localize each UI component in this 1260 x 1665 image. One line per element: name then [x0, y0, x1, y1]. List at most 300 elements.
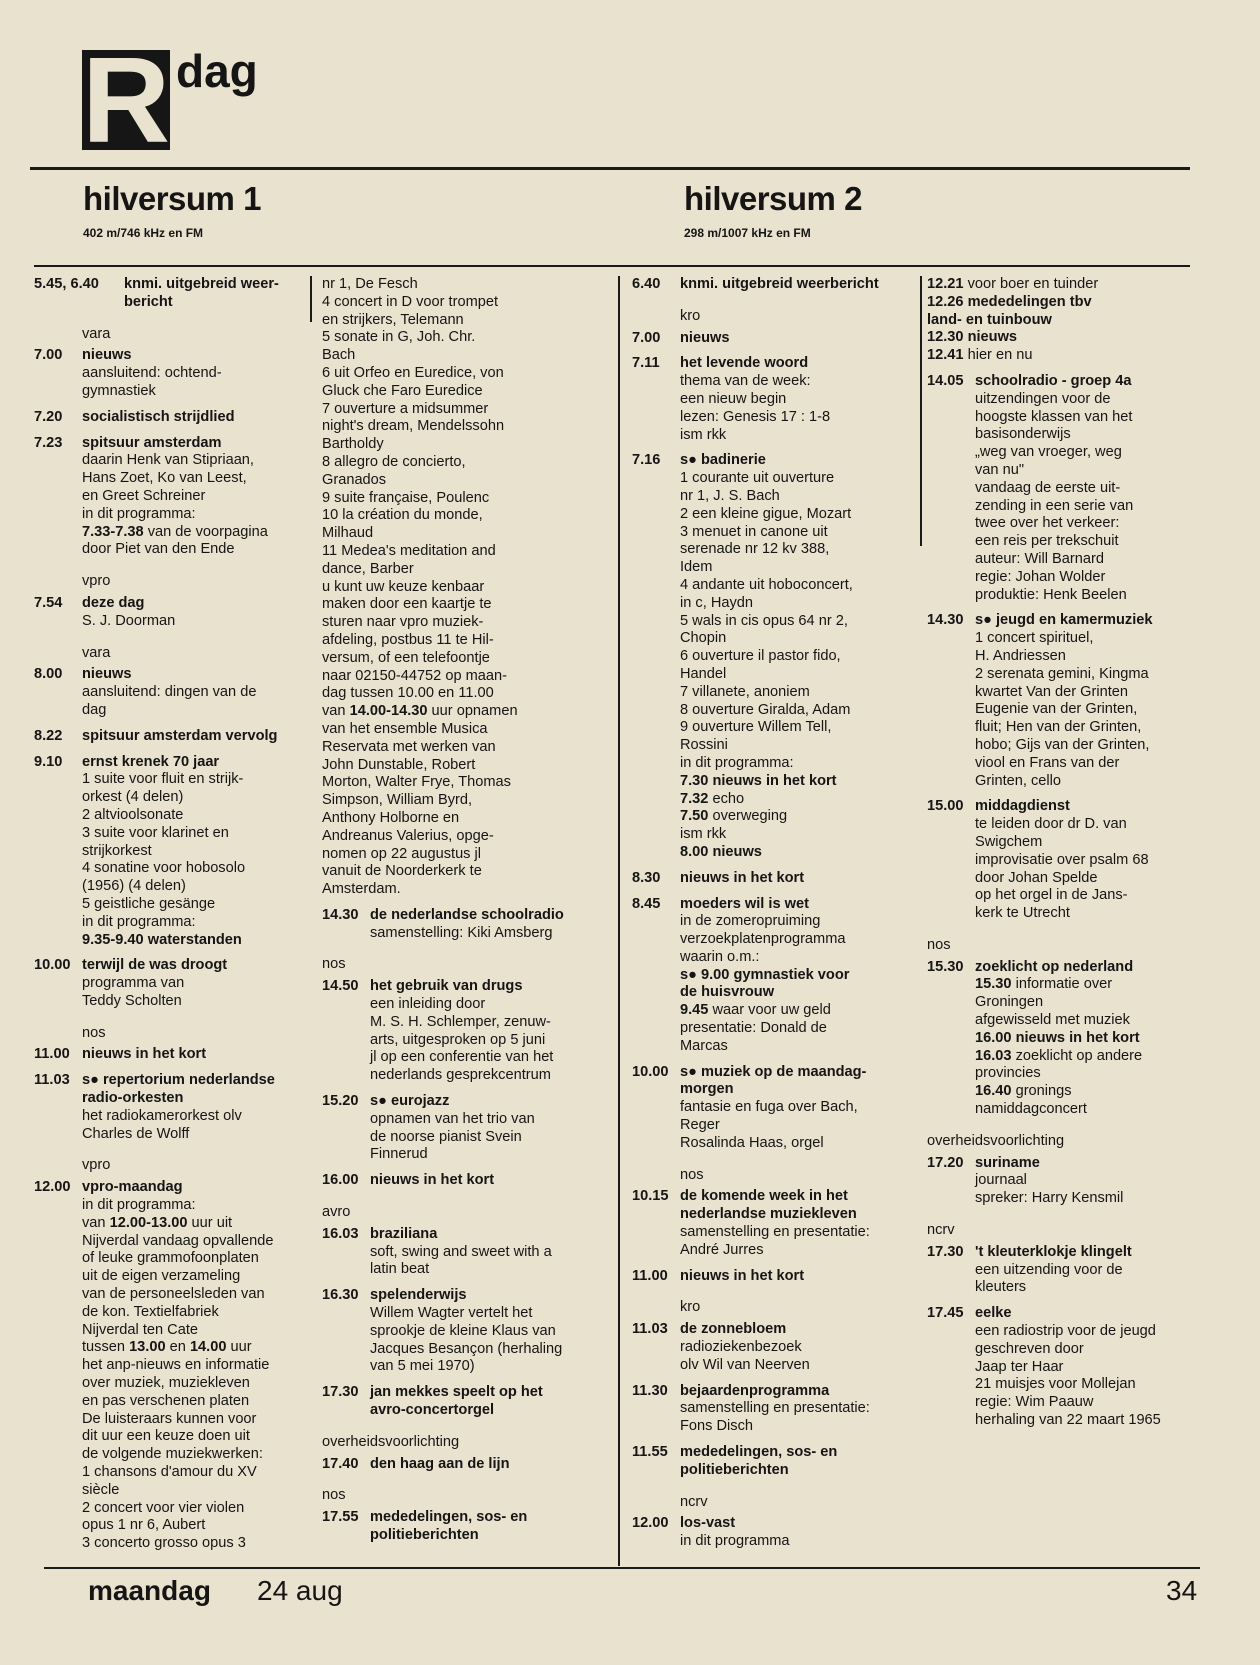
programme-line: spreker: Harry Kensmil [975, 1190, 1124, 1207]
programme-time: 11.30 [632, 1382, 668, 1399]
programme-line: van de personeelsleden van [82, 1286, 265, 1303]
programme-time: 15.30 [927, 958, 964, 975]
programme-entry [34, 957, 309, 1010]
programme-line: de volgende muziekwerken: [82, 1446, 263, 1463]
programme-body [82, 347, 309, 400]
programme-body [680, 1321, 918, 1374]
programme-body [82, 1179, 309, 1553]
programme-body [680, 1444, 918, 1480]
programme-line: 11 Medea's meditation and [322, 542, 496, 559]
programme-line: Groningen [975, 994, 1044, 1011]
programme-body [124, 276, 309, 312]
programme-line: 8 allegro de concierto, [322, 453, 466, 470]
programme-line: het radiokamerorkest olv [82, 1107, 242, 1124]
programme-line: presentatie: Donald de [680, 1020, 827, 1037]
programme-line: uitzendingen voor de [975, 390, 1111, 407]
programme-line: Granados [322, 471, 387, 488]
programme-line: dag tussen 10.00 en 11.00 [322, 685, 494, 702]
text: echo [708, 790, 745, 807]
programme-title: los-vast [680, 1515, 736, 1532]
programme-body [82, 666, 309, 719]
bold-text: 12.30 nieuws [927, 329, 1018, 346]
programme-title: suriname [975, 1154, 1040, 1171]
programme-body [680, 870, 918, 888]
programme-line [975, 1048, 1213, 1066]
programme-line: Milhaud [322, 525, 374, 542]
programme-line: samenstelling en presentatie: [680, 1224, 870, 1241]
programme-line: „weg van vroeger, weg [975, 444, 1122, 461]
programme-time: 14.30 [927, 612, 964, 629]
programme-line: thema van de week: [680, 373, 811, 390]
bold-text: 13.00 [129, 1339, 166, 1356]
programme-title: nieuws [680, 329, 730, 346]
programme-line: in dit programma: [82, 913, 196, 930]
programme-entry [927, 798, 1213, 923]
programme-time: 12.00 [34, 1179, 71, 1196]
programme-title: terwijl de was droogt [82, 957, 228, 974]
programme-line: Chopin [680, 630, 727, 647]
programme-title: eelke [975, 1305, 1012, 1322]
bold-text: land- en tuinbouw [927, 311, 1052, 328]
programme-line: een inleiding door [370, 996, 486, 1013]
programme-title: knmi. uitgebreid weerbericht [680, 276, 879, 292]
programme-body [680, 1188, 918, 1259]
programme-title: ernst krenek 70 jaar [82, 753, 220, 770]
programme-line: in dit programma: [680, 754, 794, 771]
programme-title: schoolradio - groep 4a [975, 372, 1132, 389]
programme-entry [34, 347, 309, 400]
programme-line: 1 concert spirituel, [975, 630, 1094, 647]
bold-text: 12.41 [927, 347, 964, 364]
programme-line: provincies [975, 1065, 1041, 1082]
programme-line: hoogste klassen van het [975, 408, 1133, 425]
programme-line: of leuke grammofoonplaten [82, 1250, 259, 1267]
programme-line: basisonderwijs [975, 426, 1071, 443]
programme-body [680, 1268, 918, 1286]
programme-line: verzoekplatenprogramma [680, 931, 846, 948]
programme-line: op het orgel in de Jans- [975, 887, 1128, 904]
programme-title: nieuws in het kort [680, 869, 805, 886]
programme-body [975, 1305, 1213, 1430]
programme-title: jan mekkes speelt op het [370, 1384, 543, 1401]
programme-entry [632, 355, 918, 444]
programme-line: Bach [322, 347, 356, 364]
programme-line: Rosalinda Haas, orgel [680, 1134, 824, 1151]
station-hilversum-2 [684, 182, 862, 240]
programme-line: door Johan Spelde [975, 869, 1098, 886]
programme-body [680, 1515, 918, 1551]
bold-text: 7.33-7.38 [82, 523, 144, 540]
programme-time: 10.00 [34, 957, 71, 974]
programme-line [927, 329, 1213, 347]
programme-entry [34, 595, 309, 631]
programme-line: regie: Johan Wolder [975, 568, 1106, 585]
bold-text: 7.50 [680, 808, 709, 825]
programme-line [927, 312, 1213, 330]
text: zoeklicht op andere [1011, 1047, 1143, 1064]
programme-line: 4 concert in D voor trompet [322, 293, 499, 310]
programme-entry [632, 1383, 918, 1436]
programme-line: door Piet van den Ende [82, 541, 235, 558]
broadcaster-label: kro [680, 307, 701, 324]
programme-line: Nijverdal vandaag opvallende [82, 1232, 274, 1249]
broadcaster-label: overheidsvoorlichting [927, 1132, 1065, 1149]
programme-line: Jaap ter Haar [975, 1358, 1064, 1375]
programme-body [680, 1383, 918, 1436]
programme-entry [927, 373, 1213, 604]
programme-line: het anp-nieuws en informatie [82, 1357, 270, 1374]
bold-text: 9.35-9.40 waterstanden [82, 931, 242, 948]
broadcaster-label: overheidsvoorlichting [322, 1433, 460, 1450]
programme-title: spelenderwijs [370, 1287, 467, 1304]
programme-body [82, 1046, 309, 1064]
text: van de voorpagina [143, 523, 268, 540]
programme-time: 7.23 [34, 434, 63, 451]
programme-line: daarin Henk van Stipriaan, [82, 452, 254, 469]
programme-title: s● muziek op de maandag- [680, 1063, 867, 1080]
station-frequency: 402 m/746 kHz en FM [83, 226, 204, 240]
programme-title: 't kleuterklokje klingelt [975, 1243, 1132, 1260]
programme-body [680, 896, 918, 1056]
programme-entry [927, 612, 1213, 790]
programme-line: fantasie en fuga over Bach, [680, 1099, 858, 1116]
programme-body [975, 959, 1213, 1119]
programme-entry [632, 330, 918, 348]
programme-entry [632, 1321, 918, 1374]
programme-line: van het ensemble Musica [322, 720, 488, 737]
programme-entry [34, 1072, 309, 1143]
bold-text: 16.40 [975, 1083, 1012, 1100]
programme-title: nieuws [82, 666, 132, 683]
programme-line: night's dream, Mendelssohn [322, 418, 505, 435]
programme-line: over muziek, muziekleven [82, 1375, 250, 1392]
programme-time: 17.45 [927, 1305, 964, 1322]
programme-line: strijkorkest [82, 842, 152, 859]
programme-line: u kunt uw keuze kenbaar [322, 578, 485, 595]
programme-body [82, 409, 309, 427]
programme-line [927, 276, 1213, 294]
programme-line: 7 villanete, anoniem [680, 683, 810, 700]
programme-line: Swigchem [975, 833, 1043, 850]
text: uur [226, 1339, 252, 1356]
broadcaster-label: nos [927, 936, 951, 953]
programme-line: samenstelling: Kiki Amsberg [370, 924, 553, 941]
programme-line: afdeling, postbus 11 te Hil- [322, 631, 494, 648]
programme-title: de nederlandse schoolradio [370, 906, 564, 923]
programme-line: 3 concerto grosso opus 3 [82, 1535, 246, 1552]
programme-line: soft, swing and sweet with a [370, 1243, 552, 1260]
bold-text: 12.00-13.00 [109, 1214, 188, 1231]
programme-line: nomen op 22 augustus jl [322, 845, 482, 862]
programme-line: radioziekenbezoek [680, 1339, 802, 1356]
programme-entry [322, 1509, 614, 1545]
bold-text: 14.00-14.30 [349, 703, 428, 720]
programme-entry [322, 978, 614, 1085]
broadcaster-label: kro [680, 1299, 701, 1316]
programme-line: hobo; Gijs van der Grinten, [975, 736, 1150, 753]
programme-line: 2 concert voor vier violen [82, 1499, 245, 1516]
programme-title: moeders wil is wet [680, 895, 809, 912]
programme-time: 17.30 [927, 1243, 964, 1260]
top-rule [30, 167, 1190, 170]
programme-line: Fons Disch [680, 1418, 753, 1435]
programme-line: kwartet Van der Grinten [975, 683, 1129, 700]
broadcaster-label: nos [82, 1024, 106, 1041]
programme-line: 8 ouverture Giralda, Adam [680, 701, 851, 718]
bold-text: 12.21 [927, 276, 964, 292]
programme-entry [34, 666, 309, 719]
programme-line [680, 791, 918, 809]
programme-entry [632, 1268, 918, 1286]
programme-time: 12.00 [632, 1515, 669, 1532]
programme-line: in dit programma [680, 1533, 790, 1550]
column-divider [618, 276, 620, 1566]
programme-line [975, 976, 1213, 994]
programme-entry [632, 870, 918, 888]
programme-line: (1956) (4 delen) [82, 878, 186, 895]
programme-line: een uitzending voor de [975, 1261, 1123, 1278]
programme-title: deze dag [82, 594, 145, 611]
programme-line: 3 suite voor klarinet en [82, 824, 229, 841]
programme-entry [632, 276, 918, 294]
programme-body [82, 595, 309, 631]
programme-line: dag [82, 701, 107, 718]
programme-title: bericht [124, 293, 173, 310]
column-2 [322, 276, 614, 1553]
programme-title: braziliana [370, 1225, 438, 1242]
programme-body [975, 1244, 1213, 1297]
programme-line: Nijverdal ten Cate [82, 1321, 198, 1338]
programme-line: 21 muisjes voor Mollejan [975, 1376, 1136, 1393]
programme-time: 7.00 [632, 329, 661, 346]
programme-body [370, 1287, 614, 1376]
programme-line: waarin o.m.: [680, 948, 760, 965]
programme-title: politieberichten [680, 1461, 789, 1478]
programme-line: nr 1, J. S. Bach [680, 487, 780, 504]
programme-line: John Dunstable, Robert [322, 756, 476, 773]
bold-text: 9.45 [680, 1002, 709, 1019]
programme-entry [632, 1515, 918, 1551]
text: en [165, 1339, 190, 1356]
programme-time: 16.30 [322, 1287, 359, 1304]
programme-line [82, 1339, 309, 1357]
programme-line: sprookje de kleine Klaus van [370, 1322, 556, 1339]
programme-title: den haag aan de lijn [370, 1455, 510, 1472]
programme-line: 5 geistliche gesänge [82, 895, 216, 912]
programme-time: 17.20 [927, 1154, 964, 1171]
programme-line: Gluck che Faro Euredice [322, 382, 483, 399]
programme-body [680, 452, 918, 861]
programme-line: Bartholdy [322, 436, 384, 453]
text: uur uit [187, 1214, 233, 1231]
programme-line: journaal [975, 1172, 1027, 1189]
programme-entry [632, 1064, 918, 1153]
text: voor boer en tuinder [963, 276, 1099, 292]
programme-body [680, 355, 918, 444]
programme-line: Andreanus Valerius, opge- [322, 827, 494, 844]
programme-line: M. S. H. Schlemper, zenuw- [370, 1013, 551, 1030]
programme-line: latin beat [370, 1261, 430, 1278]
programme-time: 14.05 [927, 372, 964, 389]
programme-time: 15.20 [322, 1093, 359, 1110]
broadcaster-label: vpro [82, 573, 111, 590]
programme-line: van 5 mei 1970) [370, 1358, 475, 1375]
programme-time: 17.55 [322, 1509, 359, 1526]
programme-title: morgen [680, 1081, 734, 1098]
programme-line: H. Andriessen [975, 647, 1066, 664]
programme-title: vpro-maandag [82, 1179, 183, 1196]
programme-entry [322, 1093, 614, 1164]
programme-line: programma van [82, 975, 185, 992]
programme-line: olv Wil van Neerven [680, 1356, 810, 1373]
programme-body [680, 1064, 918, 1153]
programme-time: 16.00 [322, 1172, 359, 1189]
programme-body [370, 907, 614, 943]
programme-line: Marcas [680, 1037, 728, 1054]
programme-title: mededelingen, sos- en [370, 1509, 528, 1526]
programme-line: Handel [680, 665, 727, 682]
bold-text: de huisvrouw [680, 984, 775, 1001]
programme-entry [322, 1384, 614, 1420]
broadcaster-label: nos [322, 956, 346, 973]
programme-time: 7.11 [632, 355, 660, 372]
programme-line: twee over het verkeer: [975, 515, 1120, 532]
programme-line: van nu" [975, 461, 1024, 478]
programme-line: 4 andante uit hoboconcert, [680, 576, 853, 593]
text: hier en nu [963, 347, 1033, 364]
programme-line: Willem Wagter vertelt het [370, 1305, 533, 1322]
programme-line: sturen naar vpro muziek- [322, 614, 484, 631]
programme-body [975, 373, 1213, 604]
programme-line: lezen: Genesis 17 : 1-8 [680, 408, 831, 425]
programme-line: te leiden door dr D. van [975, 816, 1127, 833]
broadcaster-label: ncrv [680, 1493, 708, 1510]
programme-time: 11.03 [632, 1321, 668, 1338]
programme-line: uit de eigen verzameling [82, 1268, 241, 1285]
programme-time: 8.45 [632, 895, 661, 912]
programme-line: opnamen van het trio van [370, 1110, 535, 1127]
column-divider [920, 276, 922, 546]
programme-line [975, 1083, 1213, 1101]
footer-rule [44, 1567, 1200, 1569]
programme-title: s● badinerie [680, 452, 766, 469]
bold-text: 12.26 mededelingen tbv [927, 293, 1092, 310]
programme-title: het gebruik van drugs [370, 978, 523, 995]
programme-entry [34, 276, 309, 312]
text: informatie over [1011, 976, 1113, 993]
programme-entry [927, 1244, 1213, 1297]
bold-text: 8.00 nieuws [680, 843, 762, 860]
programme-line: maken door een kaartje te [322, 596, 492, 613]
programme-time: 7.20 [34, 408, 63, 425]
programme-line: dit uur een keuze doen uit [82, 1428, 250, 1445]
programme-time: 7.16 [632, 452, 661, 469]
text: gronings [1011, 1083, 1072, 1100]
programme-time: 10.15 [632, 1188, 669, 1205]
programme-body [975, 612, 1213, 790]
programme-line: 10 la création du monde, [322, 507, 483, 524]
page-number: 34 [1166, 1575, 1198, 1606]
programme-line: 3 menuet in canone uit [680, 523, 828, 540]
programme-entry [322, 1287, 614, 1376]
programme-line: geschreven door [975, 1340, 1084, 1357]
programme-line [680, 967, 918, 985]
column-1 [34, 276, 309, 1561]
programme-entry [632, 896, 918, 1056]
header-rule [34, 265, 1190, 267]
programme-line: Morton, Walter Frye, Thomas [322, 774, 511, 791]
text: waar voor uw geld [708, 1002, 831, 1019]
programme-line: gymnastiek [82, 382, 156, 399]
broadcaster-label: vara [82, 325, 111, 342]
programme-line: regie: Wim Paauw [975, 1394, 1094, 1411]
programme-time: 14.50 [322, 978, 359, 995]
programme-line: en pas verschenen platen [82, 1392, 250, 1409]
r-logo: R [82, 50, 170, 150]
programme-line: arts, uitgesproken op 5 juni [370, 1031, 546, 1048]
programme-line: siècle [82, 1481, 120, 1498]
programme-line: Charles de Wolff [82, 1125, 190, 1142]
broadcaster-label: avro [322, 1204, 351, 1221]
programme-line: vanuit de Noorderkerk te [322, 863, 482, 880]
programme-line: 2 serenata gemini, Kingma [975, 665, 1149, 682]
programme-line [322, 703, 614, 721]
programme-title: nieuws in het kort [680, 1267, 805, 1284]
programme-line: een radiostrip voor de jeugd [975, 1323, 1156, 1340]
programme-title: knmi. uitgebreid weer- [124, 276, 279, 292]
programme-line: in c, Haydn [680, 594, 754, 611]
programme-time: 16.03 [322, 1225, 359, 1242]
programme-title: nieuws in het kort [82, 1046, 207, 1063]
programme-line: Amsterdam. [322, 881, 401, 898]
programme-title: middagdienst [975, 798, 1070, 815]
programme-body [82, 435, 309, 560]
programme-line: aansluitend: ochtend- [82, 365, 222, 382]
programme-line: 1 chansons d'amour du XV [82, 1464, 257, 1481]
programme-title: spitsuur amsterdam vervolg [82, 727, 278, 744]
programme-title: nieuws [82, 347, 132, 364]
programme-body [370, 1172, 614, 1190]
programme-entry [927, 959, 1213, 1119]
text: van [322, 703, 350, 720]
programme-line: Rossini [680, 737, 728, 754]
text: uur opnamen [427, 703, 518, 720]
programme-line: dance, Barber [322, 560, 414, 577]
programme-line [680, 773, 918, 791]
programme-body [975, 798, 1213, 923]
programme-title: nieuws in het kort [370, 1172, 495, 1189]
programme-line: in dit programma: [82, 505, 196, 522]
programme-line: opus 1 nr 6, Aubert [82, 1517, 206, 1534]
programme-title: s● jeugd en kamermuziek [975, 612, 1153, 629]
programme-entry [34, 728, 309, 746]
programme-title: spitsuur amsterdam [82, 434, 222, 451]
programme-line: in de zomeropruiming [680, 913, 821, 930]
programme-line [975, 1030, 1213, 1048]
programme-time: 11.00 [632, 1267, 668, 1284]
programme-line: Hans Zoet, Ko van Leest, [82, 470, 247, 487]
programme-line: Simpson, William Byrd, [322, 792, 473, 809]
bold-text: s● 9.00 gymnastiek voor [680, 966, 850, 983]
broadcaster-label: vpro [82, 1157, 111, 1174]
programme-line: 1 suite voor fluit en strijk- [82, 771, 244, 788]
programme-entry [34, 754, 309, 950]
programme-title: het levende woord [680, 355, 809, 372]
programme-line: nederlands gesprekcentrum [370, 1067, 551, 1084]
programme-body [370, 1093, 614, 1164]
programme-line: fluit; Hen van der Grinten, [975, 719, 1142, 736]
programme-line [680, 808, 918, 826]
